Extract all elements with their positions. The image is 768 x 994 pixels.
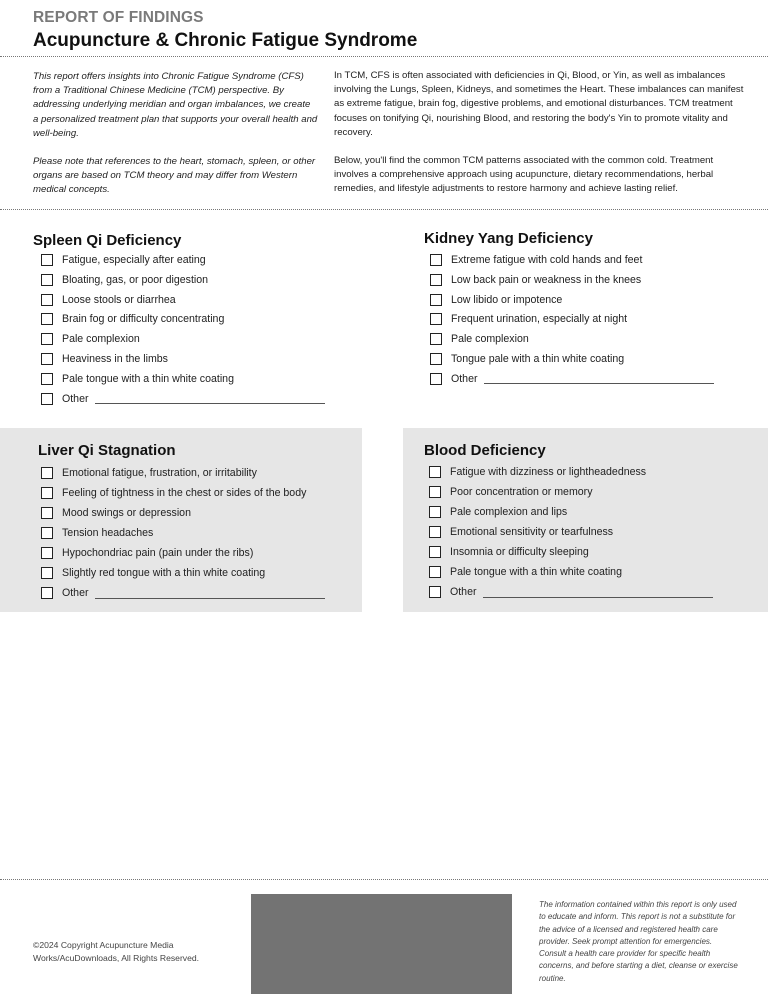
checkbox[interactable]: [41, 507, 53, 519]
checklist-item[interactable]: [429, 584, 713, 600]
section-liver-qi-stagnation: [0, 428, 362, 612]
report-kicker: REPORT OF FINDINGS: [33, 9, 204, 26]
page-title: Acupuncture & Chronic Fatigue Syndrome: [33, 30, 418, 51]
checklist-item[interactable]: [41, 371, 234, 387]
other-input-line[interactable]: [95, 588, 325, 599]
checkbox[interactable]: [429, 546, 441, 558]
checklist-item[interactable]: [429, 484, 593, 500]
intro-paragraph: In TCM, CFS is often associated with deficiencies in Qi, Blood, or Yin, as well as imbalances involving the Lungs, Spleen, Kidneys, and sometimes the Heart. These imbalances can manifest as extreme fatigue, brain fog, digestive problems, and emotional disturbances. TCM treatment focuses on tonifying Qi, nourishing Blood, and restoring the body's Yin to promote vitality and recovery.: [334, 70, 744, 138]
checkbox[interactable]: [430, 294, 442, 306]
checkbox[interactable]: [41, 254, 53, 266]
checklist-label: Hypochondriac pain (pain under the ribs): [62, 547, 254, 559]
checklist-item[interactable]: [430, 331, 529, 347]
checkbox[interactable]: [430, 313, 442, 325]
checklist-item[interactable]: [41, 565, 265, 581]
checklist-label: Loose stools or diarrhea: [62, 293, 176, 306]
checkbox[interactable]: [41, 294, 53, 306]
checklist-label: Mood swings or depression: [62, 507, 191, 519]
checklist-item[interactable]: [41, 391, 325, 407]
divider: [0, 209, 768, 210]
intro-right: [334, 69, 744, 211]
divider: [0, 56, 768, 57]
checkbox[interactable]: [430, 333, 442, 345]
checklist-item[interactable]: [41, 292, 176, 308]
checklist-label: Extreme fatigue with cold hands and feet: [451, 254, 643, 266]
other-input-line[interactable]: [95, 393, 325, 404]
checklist-label: Fatigue with dizziness or lightheadedness: [450, 466, 647, 478]
checkbox[interactable]: [41, 487, 53, 499]
checkbox[interactable]: [41, 393, 53, 405]
section-spleen-qi-deficiency: [0, 220, 384, 410]
checkbox[interactable]: [430, 254, 442, 266]
section-title: Kidney Yang Deficiency: [424, 230, 593, 247]
checklist-item[interactable]: [430, 351, 624, 367]
checklist-label: Pale tongue with a thin white coating: [450, 566, 622, 578]
checklist-label: Pale complexion and lips: [450, 506, 568, 518]
checkbox[interactable]: [41, 353, 53, 365]
divider: [0, 879, 768, 880]
checkbox[interactable]: [41, 547, 53, 559]
checklist-label: Poor concentration or memory: [450, 486, 593, 498]
checklist-label: Pale complexion: [451, 333, 529, 346]
checklist-item[interactable]: [41, 485, 306, 501]
checklist-item[interactable]: [430, 272, 641, 288]
checklist-item[interactable]: [41, 252, 206, 268]
checkbox[interactable]: [429, 486, 441, 498]
checklist-label: Other: [62, 587, 89, 599]
checklist-item[interactable]: [430, 252, 642, 268]
checkbox[interactable]: [429, 586, 441, 598]
checkbox[interactable]: [430, 353, 442, 365]
checklist-label: Slightly red tongue with a thin white coating: [62, 567, 266, 579]
checklist-item[interactable]: [430, 292, 562, 308]
checklist-label: Tongue pale with a thin white coating: [451, 353, 625, 365]
section-title: Liver Qi Stagnation: [38, 442, 176, 459]
checklist-item[interactable]: [429, 464, 646, 480]
checkbox[interactable]: [429, 566, 441, 578]
disclaimer: The information contained within this report is only used to educate and inform. This report is not a substitute for the advice of a licensed and registered health care provider. Seek prompt attention for emergencies. Consult a health care provider for specific health concerns, and before starting a diet, cleanse or exercise routine.: [539, 900, 738, 983]
checklist-item[interactable]: [429, 504, 567, 520]
checklist-item[interactable]: [41, 331, 140, 347]
checklist-label: Emotional fatigue, frustration, or irritability: [62, 467, 257, 479]
checklist-item[interactable]: [41, 585, 325, 601]
checklist-item[interactable]: [429, 564, 622, 580]
checklist-label: Feeling of tightness in the chest or sides of the body: [62, 487, 307, 499]
checklist-label: Low libido or impotence: [451, 293, 563, 306]
checklist-item[interactable]: [41, 311, 224, 327]
checklist-item[interactable]: [41, 272, 208, 288]
checkbox[interactable]: [41, 373, 53, 385]
checklist-item[interactable]: [429, 544, 589, 560]
checklist-item[interactable]: [41, 351, 168, 367]
intro-left: [33, 70, 318, 212]
checkbox[interactable]: [430, 373, 442, 385]
checklist-label: Tension headaches: [62, 527, 154, 539]
checklist-label: Other: [450, 586, 477, 598]
checkbox[interactable]: [430, 274, 442, 286]
checklist-label: Other: [451, 372, 478, 385]
section-title: Spleen Qi Deficiency: [33, 232, 182, 249]
checkbox[interactable]: [41, 567, 53, 579]
checklist-label: Fatigue, especially after eating: [62, 254, 206, 266]
other-input-line[interactable]: [484, 373, 714, 384]
section-title: Blood Deficiency: [424, 442, 546, 459]
checklist-label: Emotional sensitivity or tearfulness: [450, 526, 614, 538]
checkbox[interactable]: [429, 466, 441, 478]
checklist-item[interactable]: [41, 505, 191, 521]
checklist-label: Pale complexion: [62, 333, 140, 346]
checklist-item[interactable]: [41, 465, 257, 481]
checklist-label: Other: [62, 392, 89, 405]
intro-paragraph: This report offers insights into Chronic Fatigue Syndrome (CFS) from a Traditional Chinese Medicine (TCM) perspective. By addressing underlying meridian and organ imbalances, we create a personalized treatment plan that supports your overall health and well-being.: [33, 71, 318, 139]
checkbox[interactable]: [41, 313, 53, 325]
checkbox[interactable]: [41, 587, 53, 599]
checkbox[interactable]: [41, 333, 53, 345]
checklist-item[interactable]: [429, 524, 613, 540]
checklist-label: Low back pain or weakness in the knees: [451, 273, 642, 286]
checkbox[interactable]: [41, 274, 53, 286]
checklist-item[interactable]: [41, 545, 253, 561]
copyright: ©2024 Copyright Acupuncture Media Works/AcuDownloads, All Rights Reserved.: [33, 940, 200, 963]
checkbox[interactable]: [429, 526, 441, 538]
checklist-label: Insomnia or difficulty sleeping: [450, 546, 589, 558]
checklist-label: Heaviness in the limbs: [62, 353, 168, 365]
checklist-label: Pale tongue with a thin white coating: [62, 372, 234, 385]
checklist-label: Brain fog or difficulty concentrating: [62, 313, 225, 326]
checkbox[interactable]: [41, 467, 53, 479]
other-input-line[interactable]: [483, 587, 713, 598]
checklist-label: Frequent urination, especially at night: [451, 313, 628, 326]
section-blood-deficiency: [403, 428, 768, 612]
logo-placeholder: [251, 894, 512, 994]
intro-paragraph: Please note that references to the heart, stomach, spleen, or other organs are based on TCM theory and may differ from Western medical concepts.: [33, 156, 316, 196]
checklist-item[interactable]: [41, 525, 153, 541]
checkbox[interactable]: [429, 506, 441, 518]
checkbox[interactable]: [41, 527, 53, 539]
intro-paragraph: Below, you'll find the common TCM patterns associated with the common cold. Treatment involves a comprehensive approach using acupuncture, dietary recommendations, herbal remedies, and lifestyle adjustments to restore harmony and achieve lasting relief.: [334, 155, 714, 195]
checklist-label: Bloating, gas, or poor digestion: [62, 273, 209, 286]
section-kidney-yang-deficiency: [384, 220, 768, 410]
checklist-item[interactable]: [430, 371, 714, 387]
checklist-item[interactable]: [430, 311, 627, 327]
